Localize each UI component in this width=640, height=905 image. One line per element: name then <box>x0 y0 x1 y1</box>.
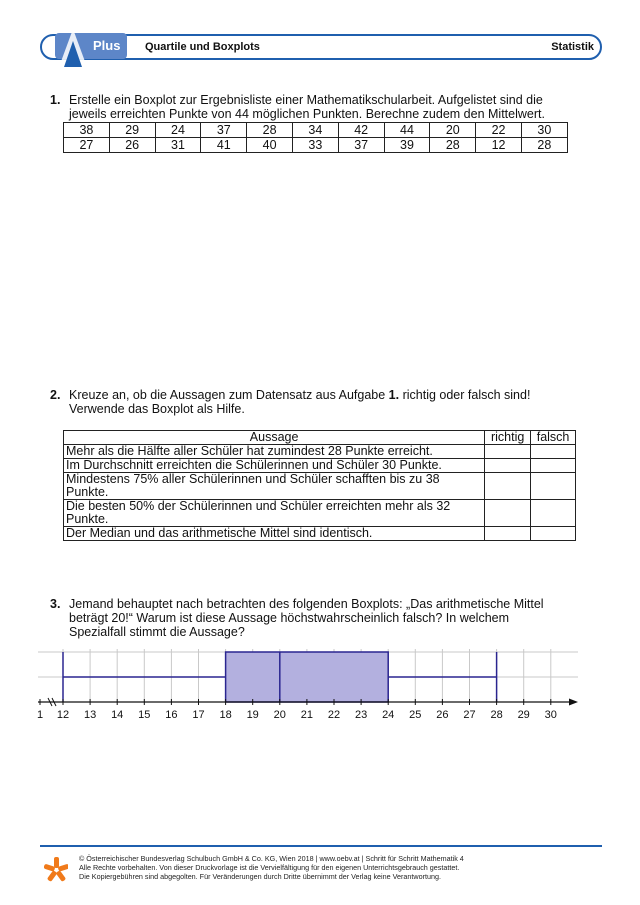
score-cell: 37 <box>201 123 247 138</box>
q2-text-bold: 1. <box>388 388 400 402</box>
checkbox-richtig[interactable] <box>485 445 531 459</box>
score-table <box>63 122 568 153</box>
checkbox-richtig[interactable] <box>485 459 531 473</box>
axis-tick-label: 15 <box>138 709 151 721</box>
checkbox-richtig[interactable] <box>485 527 531 541</box>
score-cell: 40 <box>247 138 293 153</box>
axis-tick-label: 23 <box>354 709 368 721</box>
checkbox-falsch[interactable] <box>531 527 576 541</box>
checkbox-falsch[interactable] <box>531 459 576 473</box>
axis-tick-label: 26 <box>436 709 449 721</box>
score-cell: 27 <box>64 138 110 153</box>
checkbox-falsch[interactable] <box>531 445 576 459</box>
axis-tick-label: 1 <box>36 709 44 721</box>
boxplot-chart <box>0 640 640 730</box>
score-cell: 44 <box>384 123 430 138</box>
statement-header-row <box>64 431 576 445</box>
footer-line-3: Die Kopiergebühren sind abgegolten. Für Veränderungen durch Dritte übernimmt der Verlag keine Verantwortung. <box>79 872 441 881</box>
score-row <box>64 138 568 153</box>
statement-text: Der Median und das arithmetische Mittel sind identisch. <box>64 527 485 541</box>
q3-text: Jemand behauptet nach betrachten des folgenden Boxplots: „Das arithmetische Mittel beträgt 20!“ Warum ist diese Aussage höchstwahrscheinlich falsch? In welchem Spezialfall stimmt die Aussage? <box>69 597 544 639</box>
axis-tick-label: 14 <box>111 709 124 721</box>
axis-tick-label: 29 <box>517 709 530 721</box>
checkbox-falsch[interactable] <box>531 473 576 500</box>
axis-tick-label: 21 <box>300 709 314 721</box>
header-falsch: falsch <box>531 431 576 445</box>
score-cell: 33 <box>292 138 338 153</box>
statement-row <box>64 527 576 541</box>
q1-number: 1. <box>50 93 61 107</box>
statement-row <box>64 473 576 500</box>
q2-text <box>69 388 569 416</box>
statement-text: Mindestens 75% aller Schülerinnen und Schüler schafften bis zu 38 Punkte. <box>64 473 485 500</box>
score-cell: 24 <box>155 123 201 138</box>
publisher-star-icon <box>44 857 68 888</box>
score-cell: 28 <box>247 123 293 138</box>
score-cell: 29 <box>109 123 155 138</box>
q1-text: Erstelle ein Boxplot zur Ergebnisliste einer Mathematikschularbeit. Aufgelistet sind die jeweils erreichten Punkte von 44 möglichen Punkten. Berechne zudem den Mittelwert. <box>69 93 545 121</box>
statement-row <box>64 445 576 459</box>
score-cell: 28 <box>430 138 476 153</box>
score-cell: 20 <box>430 123 476 138</box>
header-richtig: richtig <box>485 431 531 445</box>
score-cell: 26 <box>109 138 155 153</box>
score-cell: 38 <box>64 123 110 138</box>
score-cell: 31 <box>155 138 201 153</box>
footer-line-2: Alle Rechte vorbehalten. Von dieser Druckvorlage ist die Vervielfältigung für den eigenen Unterrichtsgebrauch gestattet. <box>79 863 460 872</box>
plus-logo <box>55 27 127 67</box>
q2-text-part1: Kreuze an, ob die Aussagen zum Datensatz aus Aufgabe <box>69 388 389 402</box>
axis-tick-label: 27 <box>463 709 476 721</box>
boxplot-box <box>226 652 389 702</box>
axis-tick-label: 28 <box>490 709 503 721</box>
score-cell: 39 <box>384 138 430 153</box>
footer-line <box>40 845 602 847</box>
footer-text <box>79 854 599 881</box>
axis-tick-label: 22 <box>327 709 341 721</box>
checkbox-richtig[interactable] <box>485 473 531 500</box>
score-cell: 28 <box>521 138 567 153</box>
statement-text: Die besten 50% der Schülerinnen und Schüler erreichten mehr als 32 Punkte. <box>64 500 485 527</box>
statement-row <box>64 459 576 473</box>
axis-tick-label: 24 <box>382 709 395 721</box>
axis-tick-label: 20 <box>273 709 286 721</box>
axis-tick-label: 12 <box>56 709 70 721</box>
axis-tick-label: 18 <box>219 709 232 721</box>
q2-number: 2. <box>50 388 61 402</box>
axis-tick-label: 25 <box>409 709 422 721</box>
score-cell: 22 <box>476 123 522 138</box>
score-cell: 34 <box>292 123 338 138</box>
score-cell: 30 <box>521 123 567 138</box>
axis-tick-label: 19 <box>246 709 259 721</box>
score-cell: 37 <box>338 138 384 153</box>
score-cell: 42 <box>338 123 384 138</box>
checkbox-falsch[interactable] <box>531 500 576 527</box>
score-cell: 12 <box>476 138 522 153</box>
score-row <box>64 123 568 138</box>
statement-table <box>63 430 576 541</box>
axis-arrow <box>569 699 578 706</box>
page-title: Quartile und Boxplots <box>145 41 260 53</box>
axis-tick-label: 13 <box>83 709 97 721</box>
axis-tick-label: 16 <box>165 709 178 721</box>
footer-line-1: © Österreichischer Bundesverlag Schulbuch GmbH & Co. KG, Wien 2018 | www.oebv.at | Schritt für Schritt Mathematik 4 <box>79 854 464 863</box>
checkbox-richtig[interactable] <box>485 500 531 527</box>
subject-label: Statistik <box>551 41 594 53</box>
statement-text: Mehr als die Hälfte aller Schüler hat zumindest 28 Punkte erreicht. <box>64 445 485 459</box>
q3-number: 3. <box>50 597 61 611</box>
statement-text: Im Durchschnitt erreichten die Schülerinnen und Schüler 30 Punkte. <box>64 459 485 473</box>
q2-text-part2: richtig oder falsch sind! Verwende das Boxplot als Hilfe. <box>69 388 531 416</box>
statement-row <box>64 500 576 527</box>
score-cell: 41 <box>201 138 247 153</box>
axis-tick-label: 17 <box>192 709 205 721</box>
header-aussage: Aussage <box>64 431 485 445</box>
brand-label: Plus <box>93 38 121 53</box>
axis-tick-label: 30 <box>544 709 557 721</box>
